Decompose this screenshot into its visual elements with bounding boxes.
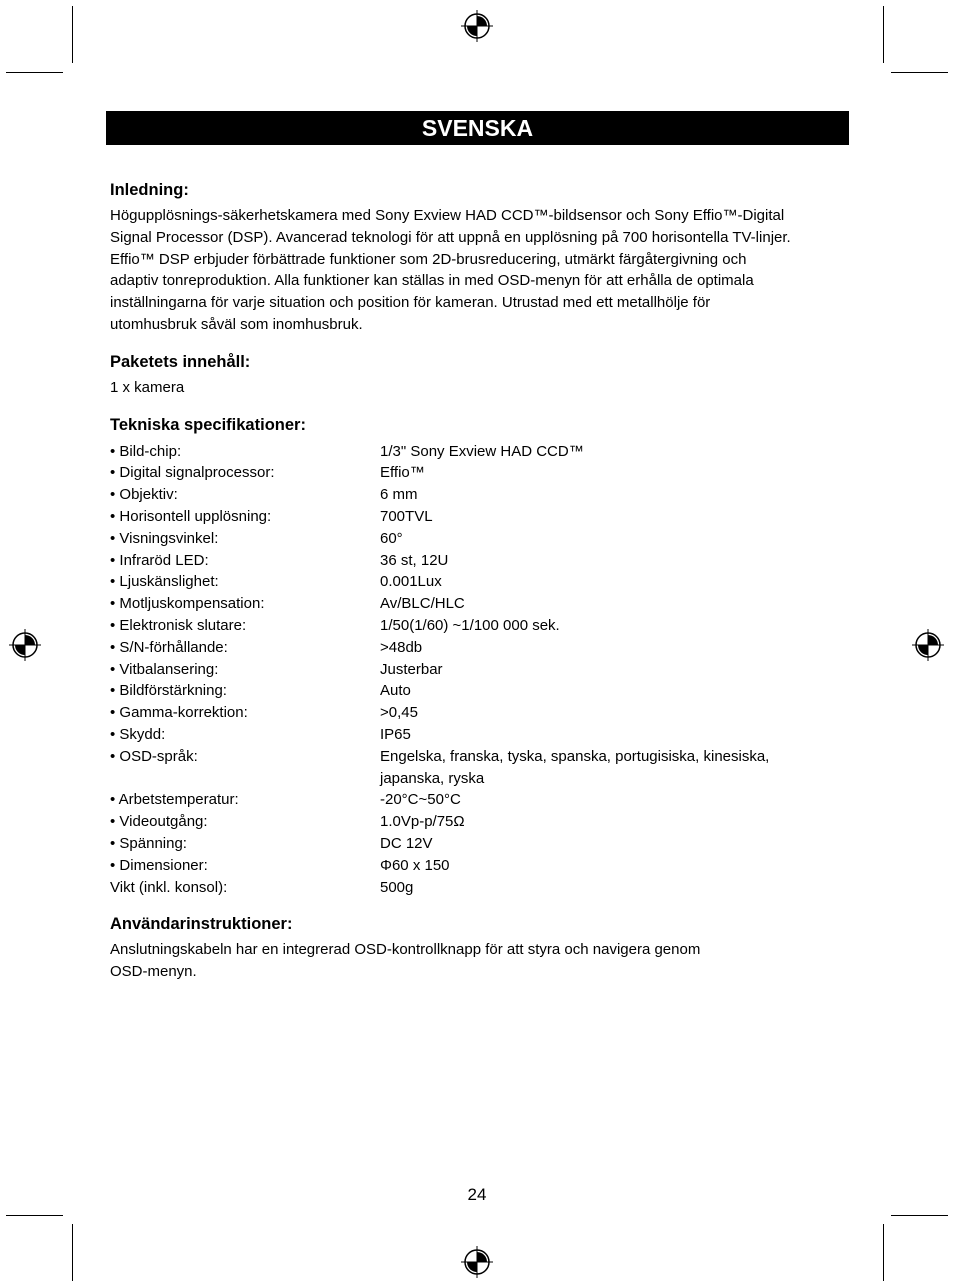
crop-mark [891, 72, 948, 73]
usage-heading: Användarinstruktioner: [110, 915, 293, 934]
spec-label: • Videoutgång: [110, 813, 208, 831]
spec-row [110, 637, 855, 659]
spec-label: • Dimensioner: [110, 856, 208, 874]
page-content [110, 178, 855, 983]
spec-value: Φ60 x 150 [380, 856, 450, 874]
spec-label: • Objektiv: [110, 486, 178, 504]
spec-row [110, 724, 855, 746]
spec-row [110, 746, 855, 790]
spec-value: 700TVL [380, 507, 433, 525]
spec-value: DC 12V [380, 834, 433, 852]
registration-mark-icon [461, 1246, 493, 1278]
spec-value: Av/BLC/HLC [380, 595, 465, 613]
spec-label: • Arbetstemperatur: [110, 791, 239, 809]
spec-row [110, 789, 855, 811]
language-banner [106, 111, 849, 145]
spec-value-line: Engelska, franska, tyska, spanska, portugisiska, kinesiska, [380, 747, 770, 765]
spec-label: • Horisontell upplösning: [110, 507, 272, 525]
spec-row [110, 506, 855, 528]
spec-label: Vikt (inkl. konsol): [110, 878, 228, 896]
spec-value: 0.001Lux [380, 573, 442, 591]
crop-mark [883, 1224, 884, 1281]
registration-mark-icon [9, 629, 41, 661]
spec-list [110, 441, 855, 899]
spec-row [110, 833, 855, 855]
specs-heading: Tekniska specifikationer: [110, 415, 306, 434]
spec-label: • Elektronisk slutare: [110, 616, 247, 634]
intro-line: Effio™ DSP erbjuder förbättrade funktioner som 2D-brusreducering, utmärkt färgåtergivning och [110, 250, 747, 268]
spec-row [110, 615, 855, 637]
spec-value: IP65 [380, 725, 411, 743]
spec-value: Effio™ [380, 464, 425, 482]
spec-row [110, 811, 855, 833]
spec-row [110, 571, 855, 593]
crop-mark [72, 1224, 73, 1281]
spec-value: 6 mm [380, 486, 418, 504]
banner-title: SVENSKA [421, 114, 534, 141]
spec-value: 500g [380, 878, 414, 896]
spec-value: Auto [380, 682, 411, 700]
spec-label: • Digital signalprocessor: [110, 464, 275, 482]
crop-mark [891, 1215, 948, 1216]
intro-line: Högupplösnings-säkerhetskamera med Sony Exview HAD CCD™-bildsensor och Sony Effio™-Digital [110, 207, 785, 224]
spec-row [110, 550, 855, 572]
spec-row [110, 702, 855, 724]
spec-label: • Vitbalansering: [110, 660, 219, 678]
spec-value: 60° [380, 529, 403, 547]
spec-label: • Gamma-korrektion: [110, 704, 248, 722]
spec-label: • Motljuskompensation: [110, 595, 265, 613]
crop-mark [72, 6, 73, 63]
spec-label: • Infraröd LED: [110, 551, 209, 569]
spec-value: 36 st, 12U [380, 551, 449, 569]
intro-line: utomhusbruk såväl som inomhusbruk. [110, 315, 363, 333]
spec-label: • Skydd: [110, 725, 166, 743]
intro-line: inställningarna för varje situation och position för kameran. Utrustad med ett metallhölje för [110, 294, 711, 312]
spec-row [110, 855, 855, 877]
spec-value [380, 746, 855, 790]
spec-label: • Bildförstärkning: [110, 682, 227, 700]
spec-value-line: japanska, ryska [380, 769, 485, 787]
package-contents: 1 x kamera [110, 378, 185, 396]
intro-line: adaptiv tonreproduktion. Alla funktioner kan ställas in med OSD-menyn för att erhålla de optimala [110, 272, 754, 290]
spec-value: 1.0Vp-p/75Ω [380, 813, 465, 831]
package-heading: Paketets innehåll: [110, 352, 251, 371]
spec-row [110, 680, 855, 702]
spec-label: • S/N-förhållande: [110, 638, 228, 656]
usage-line: OSD-menyn. [110, 963, 197, 981]
spec-row [110, 441, 855, 463]
usage-line: Anslutningskabeln har en integrerad OSD-kontrollknapp för att styra och navigera genom [110, 941, 701, 959]
spec-row [110, 593, 855, 615]
intro-heading: Inledning: [110, 181, 189, 199]
spec-label: • Visningsvinkel: [110, 529, 219, 547]
page-number: 24 [467, 1185, 487, 1204]
spec-row [110, 462, 855, 484]
spec-label: • OSD-språk: [110, 747, 198, 765]
spec-value: >48db [380, 638, 423, 656]
spec-label: • Ljuskänslighet: [110, 573, 219, 591]
usage-paragraph [110, 939, 855, 983]
spec-value: 1/50(1/60) ~1/100 000 sek. [380, 616, 560, 634]
registration-mark-icon [461, 10, 493, 42]
spec-row [110, 484, 855, 506]
crop-mark [6, 1215, 63, 1216]
spec-label: • Spänning: [110, 834, 187, 852]
registration-mark-icon [912, 629, 944, 661]
spec-label: • Bild-chip: [110, 442, 182, 460]
spec-value: -20°C~50°C [380, 791, 461, 809]
crop-mark [6, 72, 63, 73]
crop-mark [883, 6, 884, 63]
spec-row [110, 528, 855, 550]
spec-value: >0,45 [380, 704, 418, 722]
intro-paragraph [110, 205, 855, 336]
spec-value: 1/3" Sony Exview HAD CCD™ [380, 442, 584, 460]
spec-value: Justerbar [380, 660, 443, 678]
intro-line: Signal Processor (DSP). Avancerad teknologi för att uppnå en upplösning på 700 horisontella TV-linjer. [110, 228, 791, 246]
spec-row [110, 659, 855, 681]
spec-row [110, 877, 855, 899]
